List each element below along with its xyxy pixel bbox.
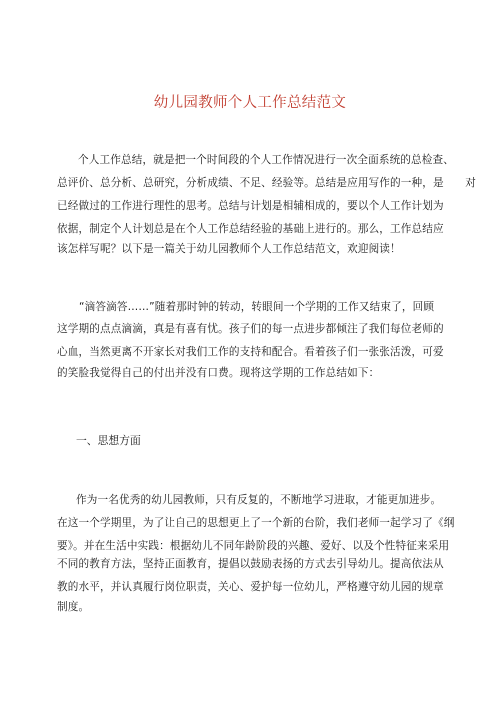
- section-heading-thought: 一、思想方面: [76, 434, 141, 447]
- intro-line-4: 依据，制定个人计划总是在个人工作总结经验的基础上进行的。那么，工作总结应: [57, 223, 444, 235]
- intro-line-1: 个人工作总结，就是把一个时间段的个人工作情况进行一次全面系统的总检查、: [78, 154, 455, 166]
- opening-line-3: 心血，当然更离不开家长对我们工作的支持和配合。看着孩子们一张张活泼，可爱: [57, 346, 444, 358]
- intro-line-3: 已经做过的工作进行理性的思考。总结与计划是相辅相成的，要以个人工作计划为: [57, 200, 444, 212]
- section1-line-2: 在这一个学期里，为了让自己的思想更上了一个新的台阶，我们老师一起学习了《纲: [57, 517, 455, 529]
- section1-line-1: 作为一名优秀的幼儿园教师，只有反复的，不断地学习进取，才能更加进步。: [76, 494, 442, 506]
- section1-line-6: 制度。: [57, 601, 90, 613]
- intro-line-2: 总评价、总分析、总研究，分析成绩、不足、经验等。总结是应用写作的一种，是 对: [57, 177, 477, 189]
- opening-line-4: 的笑脸我觉得自己的付出并没有口费。现将这学期的工作总结如下：: [57, 367, 380, 379]
- section1-line-3: 要》。并在生活中实践：根据幼儿不同年龄阶段的兴趣、爱好、以及个性特征来采用: [57, 540, 450, 552]
- section1-line-5: 教的水平，并认真履行岗位职责，关心、爱护每一位幼儿，严格遵守幼儿园的规章: [57, 581, 444, 593]
- opening-line-1: “滴答滴答……”随着那时钟的转动，转眼间一个学期的工作又结束了，回顾: [79, 301, 435, 313]
- intro-line-5: 该怎样写呢？以下是一篇关于幼儿园教师个人工作总结范文，欢迎阅读！: [57, 243, 401, 255]
- document-title: 幼儿园教师个人工作总结范文: [153, 95, 347, 111]
- opening-line-2: 这学期的点点滴滴，真是有喜有忧。孩子们的每一点进步都倾注了我们每位老师的: [57, 323, 444, 335]
- section1-line-4: 不同的教育方法，坚持正面教育，提倡以鼓励表扬的方式去引导幼儿。提高依法从: [57, 558, 444, 570]
